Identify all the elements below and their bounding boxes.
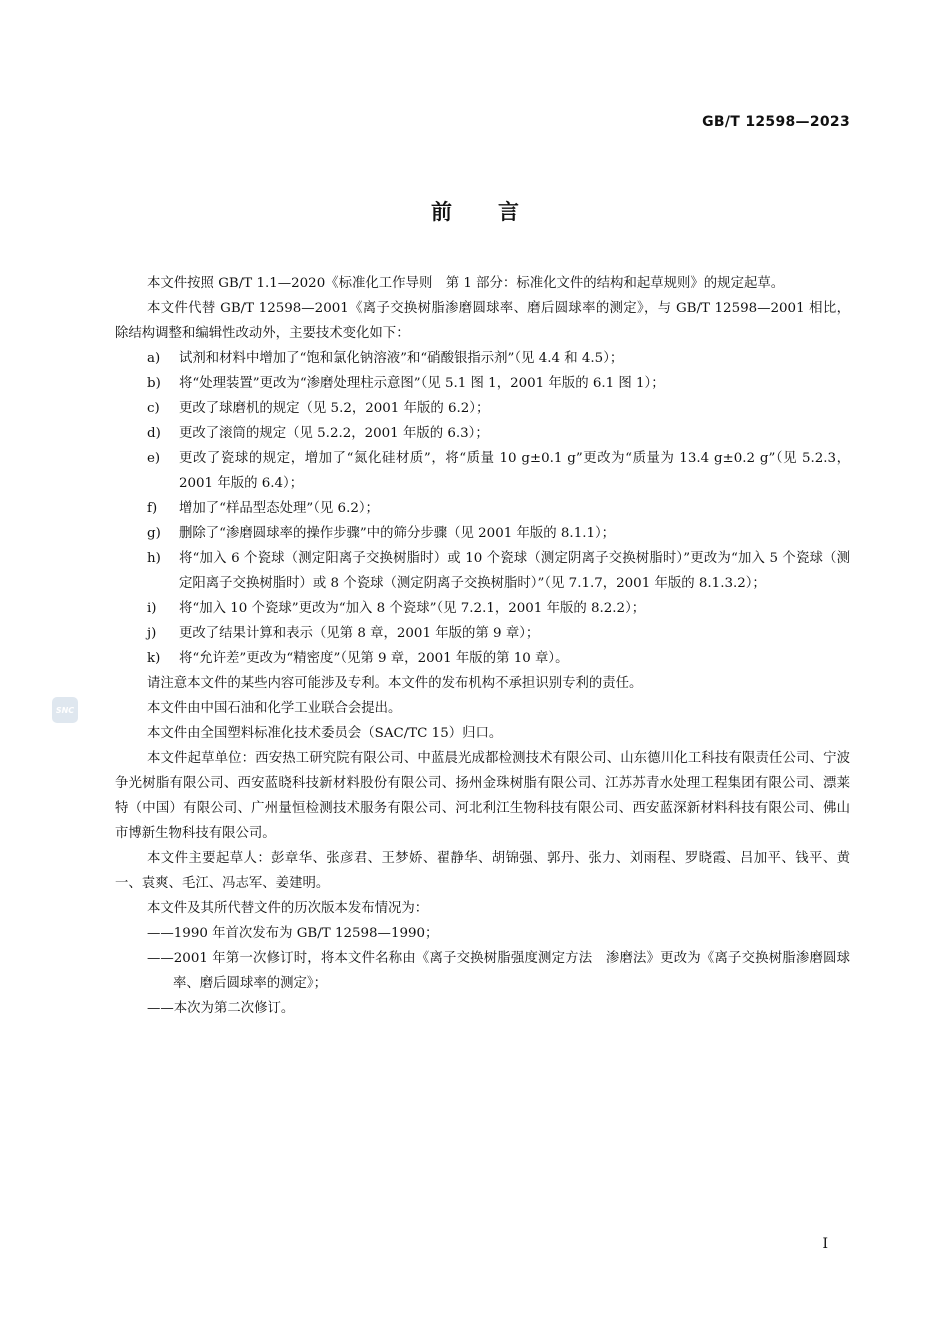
- paragraph-committee: 本文件由全国塑料标准化技术委员会（SAC/TC 15）归口。: [147, 726, 503, 741]
- list-item-text: 更改了瓷球的规定，增加了“氮化硅材质”，将“质量 10 g±0.1 g”更改为“质量为 13.4 g±0.2 g”（见 5.2.3，2001 年版的 6.4）；: [179, 451, 850, 491]
- list-item-text: 更改了球磨机的规定（见 5.2，2001 年版的 6.2）；: [179, 401, 490, 416]
- list-item-text: 增加了“样品型态处理”（见 6.2）；: [179, 501, 379, 516]
- list-marker: f): [147, 501, 158, 516]
- sac-watermark-logo: SNC: [52, 697, 78, 723]
- list-item: [115, 446, 850, 496]
- history-item: ——2001 年第一次修订时，将本文件名称由《离子交换树脂强度测定方法 渗磨法》更改为《离子交换树脂渗磨圆球率、磨后圆球率的测定》；: [147, 951, 850, 991]
- list-item: [115, 371, 850, 396]
- list-item: [115, 521, 850, 546]
- list-item-text: 试剂和材料中增加了“饱和氯化钠溶液”和“硝酸银指示剂”（见 4.4 和 4.5）；: [179, 351, 624, 366]
- list-item: [115, 596, 850, 621]
- list-item: [115, 496, 850, 521]
- list-item: [115, 646, 850, 671]
- paragraph-replacement: 本文件代替 GB/T 12598—2001《离子交换树脂渗磨圆球率、磨后圆球率的测定》，与 GB/T 12598—2001 相比，除结构调整和编辑性改动外，主要技术变化如下：: [115, 301, 850, 341]
- list-item: [115, 346, 850, 371]
- list-marker: e): [147, 451, 161, 466]
- list-marker: a): [147, 351, 161, 366]
- history-item: ——1990 年首次发布为 GB/T 12598—1990；: [147, 926, 439, 941]
- page-title: 前言: [431, 200, 565, 224]
- list-marker: c): [147, 401, 160, 416]
- list-item-text: 删除了“渗磨圆球率的操作步骤”中的筛分步骤（见 2001 年版的 8.1.1）；: [179, 526, 616, 541]
- list-item: [115, 621, 850, 646]
- list-item-text: 将“加入 10 个瓷球”更改为“加入 8 个瓷球”（见 7.2.1，2001 年版的 8.2.2）；: [179, 601, 646, 616]
- changes-list: [115, 346, 850, 671]
- paragraph-proposer: 本文件由中国石油和化学工业联合会提出。: [147, 701, 402, 716]
- paragraph-patent-notice: 请注意本文件的某些内容可能涉及专利。本文件的发布机构不承担识别专利的责任。: [147, 676, 643, 691]
- history-item: ——本次为第二次修订。: [147, 1001, 295, 1016]
- paragraph-drafting-basis: 本文件按照 GB/T 1.1—2020《标准化工作导则 第 1 部分：标准化文件的结构和起草规则》的规定起草。: [147, 276, 785, 291]
- list-marker: d): [147, 426, 161, 441]
- list-item: [115, 421, 850, 446]
- paragraph-drafting-units: 本文件起草单位：西安热工研究院有限公司、中蓝晨光成都检测技术有限公司、山东德川化工科技有限责任公司、宁波争光树脂有限公司、西安蓝晓科技新材料股份有限公司、扬州金珠树脂有限公司、江苏苏青水处理工程集团有限公司、漂莱特（中国）有限公司、广州量恒检测技术服务有限公司、河北利江生物科技有限公司、西安蓝深新材料科技有限公司、佛山市博新生物科技有限公司。: [115, 751, 850, 841]
- standard-code: GB/T 12598—2023: [702, 114, 850, 130]
- list-marker: i): [147, 601, 157, 616]
- list-item: [115, 396, 850, 421]
- list-item-text: 更改了滚筒的规定（见 5.2.2，2001 年版的 6.3）；: [179, 426, 489, 441]
- list-item-text: 将“允许差”更改为“精密度”（见第 9 章，2001 年版的第 10 章）。: [179, 651, 569, 666]
- paragraph-drafters: 本文件主要起草人：彭章华、张彦君、王梦娇、翟静华、胡锦强、郭丹、张力、刘雨程、罗晓霞、吕加平、钱平、黄一、袁爽、毛江、冯志军、姜建明。: [115, 851, 850, 891]
- history-list: [115, 921, 850, 1021]
- list-item: [115, 546, 850, 596]
- list-marker: g): [147, 526, 161, 541]
- list-marker: b): [147, 376, 161, 391]
- list-item-text: 将“处理装置”更改为“渗磨处理柱示意图”（见 5.1 图 1，2001 年版的 6.1 图 1）；: [179, 376, 665, 391]
- list-marker: h): [147, 551, 161, 566]
- list-item-text: 将“加入 6 个瓷球（测定阳离子交换树脂时）或 10 个瓷球（测定阴离子交换树脂时）”更改为“加入 5 个瓷球（测定阳离子交换树脂时）或 8 个瓷球（测定阴离子交换树脂时）”（见 7.1.7，2001 年版的 8.1.3.2）；: [179, 551, 850, 591]
- list-marker: k): [147, 651, 161, 666]
- page-number: I: [822, 1236, 828, 1252]
- list-marker: j): [147, 626, 157, 641]
- document-body: [115, 271, 850, 1021]
- paragraph-history-intro: 本文件及其所代替文件的历次版本发布情况为：: [147, 901, 429, 916]
- list-item-text: 更改了结果计算和表示（见第 8 章，2001 年版的第 9 章）；: [179, 626, 540, 641]
